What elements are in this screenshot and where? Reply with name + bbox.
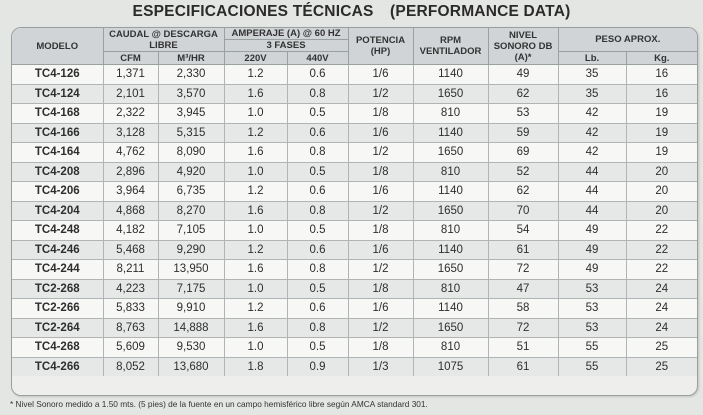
- amp-220v-cell: 1.6: [224, 84, 287, 104]
- rpm-cell: 1650: [413, 143, 488, 163]
- lb-cell: 44: [558, 162, 626, 182]
- hp-cell: 1/2: [348, 260, 413, 280]
- amp-440v-cell: 0.8: [287, 318, 348, 338]
- lb-cell: 49: [558, 260, 626, 280]
- footnote: * Nivel Sonoro medido a 1.50 mts. (5 pies) de la fuente en un campo hemisférico libre según AMCA standard 301.: [10, 399, 428, 409]
- amp-220v-cell: 1.2: [224, 65, 287, 85]
- table-row: [12, 201, 697, 221]
- kg-cell: 20: [626, 162, 697, 182]
- lb-cell: 44: [558, 182, 626, 202]
- lb-cell: 44: [558, 201, 626, 221]
- cfm-cell: 5,833: [103, 299, 158, 319]
- amp-440v-cell: 0.5: [287, 104, 348, 124]
- amp-440v-cell: 0.9: [287, 357, 348, 376]
- db-cell: 62: [488, 84, 558, 104]
- db-cell: 47: [488, 279, 558, 299]
- db-cell: 69: [488, 143, 558, 163]
- hp-cell: 1/6: [348, 123, 413, 143]
- header-lb: Lb.: [558, 52, 626, 65]
- model-cell: TC4-244: [12, 260, 103, 280]
- cfm-cell: 4,868: [103, 201, 158, 221]
- page-title: [0, 3, 703, 21]
- db-cell: 62: [488, 182, 558, 202]
- rpm-cell: 1650: [413, 84, 488, 104]
- table-row: [12, 182, 697, 202]
- amp-440v-cell: 0.8: [287, 84, 348, 104]
- kg-cell: 19: [626, 123, 697, 143]
- kg-cell: 16: [626, 65, 697, 85]
- lb-cell: 53: [558, 299, 626, 319]
- kg-cell: 25: [626, 338, 697, 358]
- db-cell: 70: [488, 201, 558, 221]
- m3hr-cell: 2,330: [158, 65, 224, 85]
- header-kg: Kg.: [626, 52, 697, 65]
- model-cell: TC4-204: [12, 201, 103, 221]
- rpm-cell: 810: [413, 162, 488, 182]
- m3hr-cell: 8,090: [158, 143, 224, 163]
- rpm-cell: 1140: [413, 240, 488, 260]
- rpm-cell: 1140: [413, 123, 488, 143]
- m3hr-cell: 7,105: [158, 221, 224, 241]
- kg-cell: 16: [626, 84, 697, 104]
- hp-cell: 1/6: [348, 240, 413, 260]
- lb-cell: 42: [558, 104, 626, 124]
- model-cell: TC4-206: [12, 182, 103, 202]
- hp-cell: 1/8: [348, 162, 413, 182]
- header-potencia: POTENCIA (HP): [348, 28, 413, 65]
- db-cell: 54: [488, 221, 558, 241]
- rpm-cell: 1650: [413, 318, 488, 338]
- cfm-cell: 4,223: [103, 279, 158, 299]
- amp-440v-cell: 0.8: [287, 201, 348, 221]
- model-cell: TC4-246: [12, 240, 103, 260]
- cfm-cell: 8,763: [103, 318, 158, 338]
- cfm-cell: 8,052: [103, 357, 158, 376]
- lb-cell: 55: [558, 338, 626, 358]
- amp-440v-cell: 0.5: [287, 338, 348, 358]
- model-cell: TC4-124: [12, 84, 103, 104]
- hp-cell: 1/6: [348, 182, 413, 202]
- table-row: [12, 279, 697, 299]
- cfm-cell: 4,182: [103, 221, 158, 241]
- db-cell: 61: [488, 240, 558, 260]
- table-header: [12, 28, 697, 65]
- cfm-cell: 4,762: [103, 143, 158, 163]
- lb-cell: 35: [558, 84, 626, 104]
- hp-cell: 1/6: [348, 299, 413, 319]
- header-modelo: MODELO: [12, 28, 103, 65]
- amp-440v-cell: 0.5: [287, 221, 348, 241]
- kg-cell: 20: [626, 182, 697, 202]
- model-cell: TC2-268: [12, 279, 103, 299]
- model-cell: TC2-266: [12, 299, 103, 319]
- amp-220v-cell: 1.6: [224, 143, 287, 163]
- amp-220v-cell: 1.0: [224, 104, 287, 124]
- model-cell: TC4-164: [12, 143, 103, 163]
- hp-cell: 1/2: [348, 143, 413, 163]
- lb-cell: 53: [558, 318, 626, 338]
- lb-cell: 53: [558, 279, 626, 299]
- amp-220v-cell: 1.2: [224, 240, 287, 260]
- header-caudal: CAUDAL @ DESCARGA LIBRE: [103, 28, 224, 52]
- m3hr-cell: 9,910: [158, 299, 224, 319]
- amp-220v-cell: 1.2: [224, 182, 287, 202]
- cfm-cell: 1,371: [103, 65, 158, 85]
- amp-220v-cell: 1.2: [224, 299, 287, 319]
- amp-440v-cell: 0.6: [287, 182, 348, 202]
- rpm-cell: 1140: [413, 299, 488, 319]
- table-row: [12, 84, 697, 104]
- cfm-cell: 5,468: [103, 240, 158, 260]
- db-cell: 59: [488, 123, 558, 143]
- table-row: [12, 338, 697, 358]
- m3hr-cell: 4,920: [158, 162, 224, 182]
- rpm-cell: 810: [413, 104, 488, 124]
- table-row: [12, 143, 697, 163]
- amp-440v-cell: 0.6: [287, 65, 348, 85]
- cfm-cell: 3,964: [103, 182, 158, 202]
- title-sub: (PERFORMANCE DATA): [390, 3, 571, 20]
- db-cell: 72: [488, 260, 558, 280]
- db-cell: 58: [488, 299, 558, 319]
- m3hr-cell: 3,570: [158, 84, 224, 104]
- header-440v: 440V: [287, 52, 348, 65]
- header-m3hr: M³/HR: [158, 52, 224, 65]
- rpm-cell: 810: [413, 338, 488, 358]
- rpm-cell: 810: [413, 279, 488, 299]
- rpm-cell: 810: [413, 221, 488, 241]
- table-row: [12, 104, 697, 124]
- db-cell: 72: [488, 318, 558, 338]
- m3hr-cell: 13,680: [158, 357, 224, 376]
- db-cell: 51: [488, 338, 558, 358]
- m3hr-cell: 9,530: [158, 338, 224, 358]
- amp-220v-cell: 1.0: [224, 221, 287, 241]
- kg-cell: 22: [626, 240, 697, 260]
- rpm-cell: 1650: [413, 260, 488, 280]
- kg-cell: 24: [626, 279, 697, 299]
- m3hr-cell: 6,735: [158, 182, 224, 202]
- db-cell: 49: [488, 65, 558, 85]
- kg-cell: 24: [626, 299, 697, 319]
- hp-cell: 1/2: [348, 201, 413, 221]
- lb-cell: 49: [558, 221, 626, 241]
- table-row: [12, 221, 697, 241]
- hp-cell: 1/8: [348, 104, 413, 124]
- m3hr-cell: 3,945: [158, 104, 224, 124]
- amp-220v-cell: 1.8: [224, 357, 287, 376]
- lb-cell: 42: [558, 123, 626, 143]
- db-cell: 52: [488, 162, 558, 182]
- cfm-cell: 8,211: [103, 260, 158, 280]
- model-cell: TC4-166: [12, 123, 103, 143]
- amp-440v-cell: 0.8: [287, 143, 348, 163]
- table-row: [12, 357, 697, 376]
- hp-cell: 1/2: [348, 84, 413, 104]
- kg-cell: 20: [626, 201, 697, 221]
- header-cfm: CFM: [103, 52, 158, 65]
- amp-220v-cell: 1.0: [224, 162, 287, 182]
- spec-table: [12, 28, 697, 376]
- amp-440v-cell: 0.6: [287, 299, 348, 319]
- table-row: [12, 260, 697, 280]
- amp-440v-cell: 0.5: [287, 162, 348, 182]
- rpm-cell: 1650: [413, 201, 488, 221]
- db-cell: 53: [488, 104, 558, 124]
- kg-cell: 22: [626, 260, 697, 280]
- table-row: [12, 299, 697, 319]
- amp-220v-cell: 1.0: [224, 338, 287, 358]
- hp-cell: 1/8: [348, 338, 413, 358]
- cfm-cell: 2,322: [103, 104, 158, 124]
- header-nivel-sonoro: NIVEL SONORO DB (A)*: [488, 28, 558, 65]
- hp-cell: 1/8: [348, 279, 413, 299]
- amp-220v-cell: 1.6: [224, 260, 287, 280]
- cfm-cell: 5,609: [103, 338, 158, 358]
- cfm-cell: 3,128: [103, 123, 158, 143]
- model-cell: TC4-248: [12, 221, 103, 241]
- kg-cell: 22: [626, 221, 697, 241]
- table-row: [12, 318, 697, 338]
- m3hr-cell: 8,270: [158, 201, 224, 221]
- rpm-cell: 1075: [413, 357, 488, 376]
- kg-cell: 25: [626, 357, 697, 376]
- header-amperaje: AMPERAJE (A) @ 60 HZ: [224, 28, 348, 40]
- model-cell: TC4-268: [12, 338, 103, 358]
- table-body: [12, 65, 697, 377]
- lb-cell: 55: [558, 357, 626, 376]
- kg-cell: 24: [626, 318, 697, 338]
- amp-220v-cell: 1.0: [224, 279, 287, 299]
- table-row: [12, 65, 697, 85]
- cfm-cell: 2,896: [103, 162, 158, 182]
- lb-cell: 42: [558, 143, 626, 163]
- lb-cell: 35: [558, 65, 626, 85]
- amp-440v-cell: 0.6: [287, 123, 348, 143]
- table-row: [12, 123, 697, 143]
- spec-table-frame: [11, 27, 698, 396]
- rpm-cell: 1140: [413, 65, 488, 85]
- model-cell: TC4-266: [12, 357, 103, 376]
- m3hr-cell: 13,950: [158, 260, 224, 280]
- m3hr-cell: 14,888: [158, 318, 224, 338]
- m3hr-cell: 7,175: [158, 279, 224, 299]
- kg-cell: 19: [626, 104, 697, 124]
- model-cell: TC2-264: [12, 318, 103, 338]
- hp-cell: 1/6: [348, 65, 413, 85]
- table-row: [12, 162, 697, 182]
- db-cell: 61: [488, 357, 558, 376]
- amp-440v-cell: 0.8: [287, 260, 348, 280]
- header-fases: 3 FASES: [224, 40, 348, 52]
- amp-220v-cell: 1.6: [224, 201, 287, 221]
- header-peso: PESO APROX.: [558, 28, 697, 52]
- hp-cell: 1/8: [348, 221, 413, 241]
- rpm-cell: 1140: [413, 182, 488, 202]
- amp-220v-cell: 1.2: [224, 123, 287, 143]
- model-cell: TC4-126: [12, 65, 103, 85]
- m3hr-cell: 9,290: [158, 240, 224, 260]
- amp-220v-cell: 1.6: [224, 318, 287, 338]
- amp-440v-cell: 0.6: [287, 240, 348, 260]
- amp-440v-cell: 0.5: [287, 279, 348, 299]
- header-220v: 220V: [224, 52, 287, 65]
- m3hr-cell: 5,315: [158, 123, 224, 143]
- model-cell: TC4-168: [12, 104, 103, 124]
- header-rpm: RPM VENTILADOR: [413, 28, 488, 65]
- model-cell: TC4-208: [12, 162, 103, 182]
- cfm-cell: 2,101: [103, 84, 158, 104]
- kg-cell: 19: [626, 143, 697, 163]
- hp-cell: 1/3: [348, 357, 413, 376]
- hp-cell: 1/2: [348, 318, 413, 338]
- table-row: [12, 240, 697, 260]
- lb-cell: 49: [558, 240, 626, 260]
- title-main: ESPECIFICACIONES TÉCNICAS: [132, 3, 374, 20]
